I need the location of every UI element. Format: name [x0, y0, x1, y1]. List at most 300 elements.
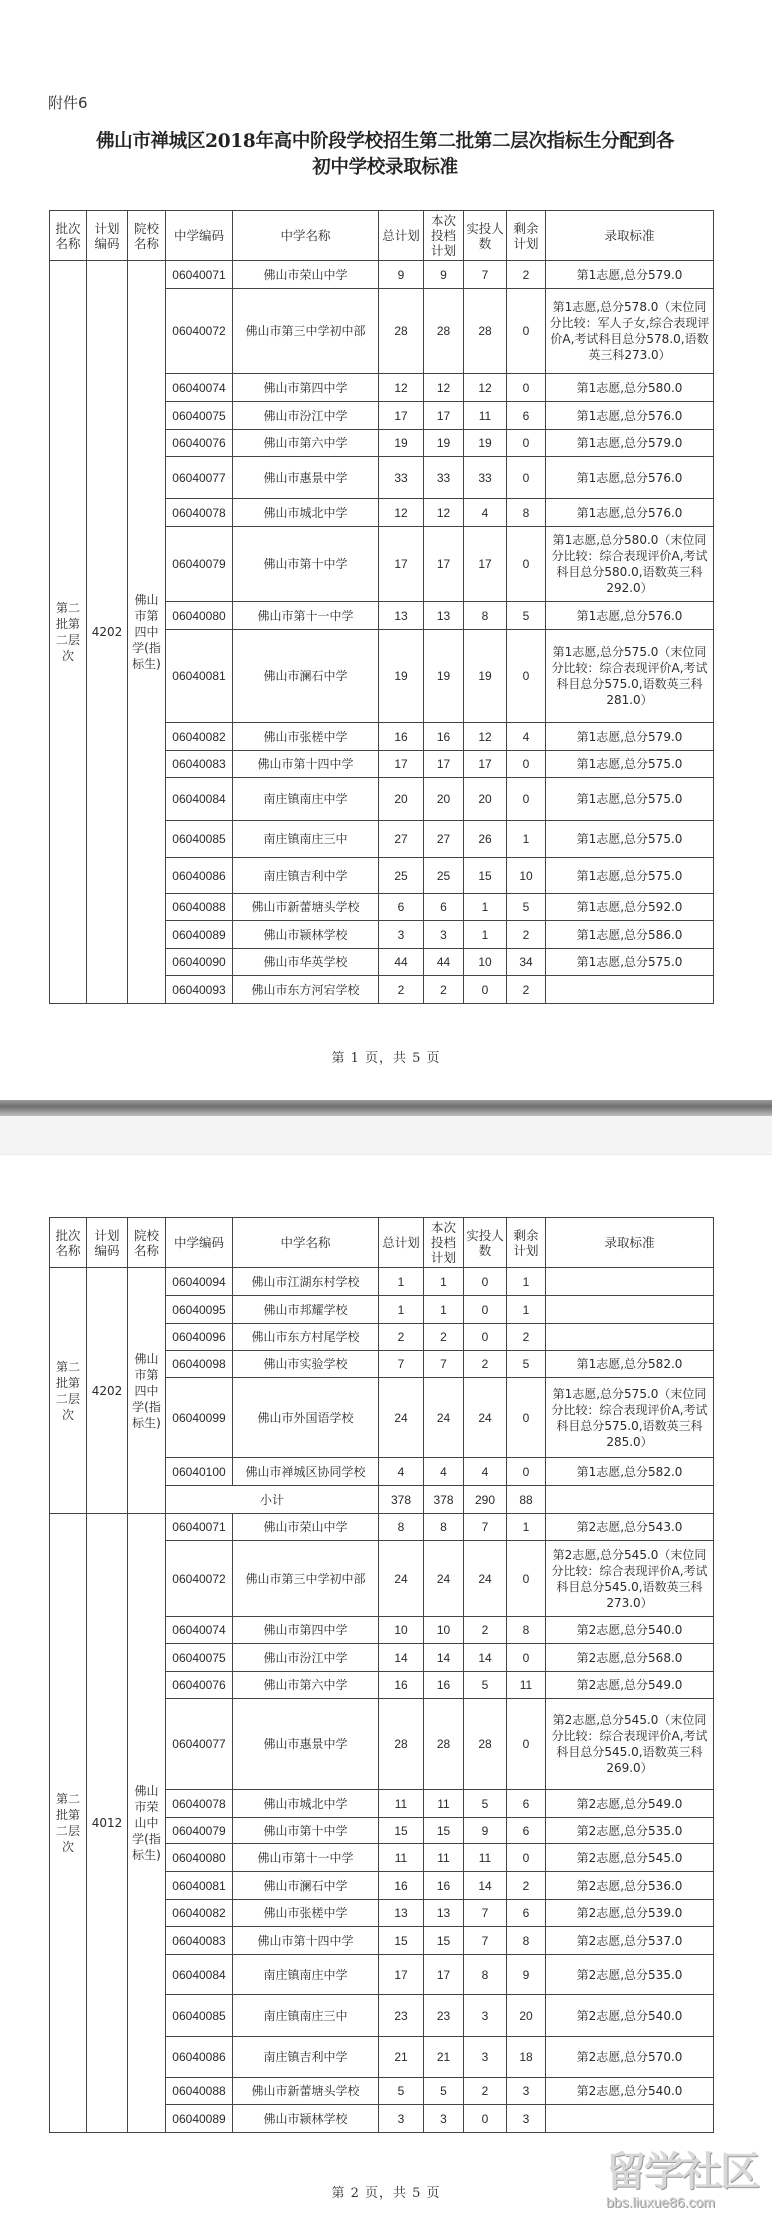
current-plan: 10 — [424, 1617, 464, 1644]
actual-count: 3 — [464, 2037, 507, 2078]
header-batch-name: 批次名称 — [50, 1218, 87, 1268]
actual-count: 2 — [464, 2078, 507, 2105]
admission-standard: 第2志愿,总分570.0 — [546, 2037, 714, 2078]
middle-school-code: 06040090 — [166, 949, 233, 976]
middle-school-name: 佛山市惠景中学 — [233, 1699, 379, 1790]
remaining-plan: 6 — [507, 1818, 546, 1844]
middle-school-code: 06040071 — [166, 1514, 233, 1541]
middle-school-name: 佛山市城北中学 — [233, 499, 379, 527]
total-plan: 2 — [379, 1324, 424, 1351]
total-plan: 11 — [379, 1844, 424, 1872]
middle-school-code: 06040083 — [166, 1927, 233, 1955]
header-middle-school-code: 中学编码 — [166, 1218, 233, 1268]
remaining-plan: 0 — [507, 1541, 546, 1617]
actual-count: 24 — [464, 1378, 507, 1458]
current-plan: 33 — [424, 457, 464, 499]
remaining-plan: 3 — [507, 2105, 546, 2133]
remaining-plan: 2 — [507, 1872, 546, 1900]
admission-table-page-2 — [49, 1217, 714, 2133]
school-name-cell: 佛山市荣山中学(指标生) — [128, 1514, 166, 2133]
actual-count: 17 — [464, 751, 507, 778]
page-footer-1: 第 1 页，共 5 页 — [331, 1051, 441, 1066]
admission-standard: 第2志愿,总分539.0 — [546, 1900, 714, 1927]
current-plan: 17 — [424, 402, 464, 430]
current-plan: 15 — [424, 1818, 464, 1844]
middle-school-name: 南庄镇南庄三中 — [233, 1995, 379, 2037]
middle-school-name: 佛山市第三中学初中部 — [233, 289, 379, 374]
middle-school-code: 06040083 — [166, 751, 233, 778]
current-plan: 1 — [424, 1296, 464, 1324]
current-plan: 24 — [424, 1541, 464, 1617]
total-plan: 7 — [379, 1351, 424, 1378]
current-plan: 7 — [424, 1351, 464, 1378]
admission-standard: 第2志愿,总分545.0 — [546, 1844, 714, 1872]
admission-standard: 第1志愿,总分575.0 — [546, 858, 714, 894]
admission-standard: 第2志愿,总分545.0（末位同分比较：综合表现评价A,考试科目总分545.0,语数英三科273.0） — [546, 1541, 714, 1617]
admission-standard: 第2志愿,总分545.0（末位同分比较：综合表现评价A,考试科目总分545.0,语数英三科269.0） — [546, 1699, 714, 1790]
remaining-plan: 5 — [507, 602, 546, 630]
remaining-plan: 1 — [507, 1268, 546, 1296]
admission-standard — [546, 1296, 714, 1324]
subtotal-total-plan: 378 — [379, 1486, 424, 1514]
middle-school-code: 06040098 — [166, 1351, 233, 1378]
middle-school-name: 佛山市张槎中学 — [233, 1900, 379, 1927]
total-plan: 25 — [379, 858, 424, 894]
actual-count: 7 — [464, 1900, 507, 1927]
middle-school-code: 06040085 — [166, 1995, 233, 2037]
current-plan: 21 — [424, 2037, 464, 2078]
current-plan: 12 — [424, 499, 464, 527]
actual-count: 9 — [464, 1818, 507, 1844]
total-plan: 33 — [379, 457, 424, 499]
header-admission-standard: 录取标准 — [546, 1218, 714, 1268]
middle-school-name: 佛山市禅城区协同学校 — [233, 1458, 379, 1486]
page-separator — [0, 1100, 772, 1116]
table-row — [50, 1268, 714, 1296]
header-batch-name: 批次名称 — [50, 211, 87, 261]
middle-school-code: 06040079 — [166, 527, 233, 602]
admission-standard — [546, 1268, 714, 1296]
remaining-plan: 8 — [507, 1927, 546, 1955]
total-plan: 24 — [379, 1541, 424, 1617]
middle-school-code: 06040084 — [166, 778, 233, 821]
admission-standard: 第2志愿,总分535.0 — [546, 1955, 714, 1995]
admission-standard: 第2志愿,总分535.0 — [546, 1818, 714, 1844]
admission-standard: 第1志愿,总分576.0 — [546, 402, 714, 430]
middle-school-name: 佛山市东方河宕学校 — [233, 976, 379, 1004]
remaining-plan: 0 — [507, 1458, 546, 1486]
remaining-plan: 10 — [507, 858, 546, 894]
total-plan: 14 — [379, 1644, 424, 1672]
actual-count: 19 — [464, 430, 507, 457]
remaining-plan: 6 — [507, 1790, 546, 1818]
plan-code-cell: 4012 — [87, 1514, 128, 2133]
header-actual-count: 实投人数 — [464, 1218, 507, 1268]
admission-standard: 第1志愿,总分575.0 — [546, 949, 714, 976]
middle-school-name: 南庄镇南庄中学 — [233, 778, 379, 821]
actual-count: 19 — [464, 630, 507, 723]
current-plan: 9 — [424, 261, 464, 289]
middle-school-code: 06040075 — [166, 402, 233, 430]
current-plan: 6 — [424, 894, 464, 921]
admission-standard: 第2志愿,总分537.0 — [546, 1927, 714, 1955]
document-title-line-1: 佛山市禅城区2018年高中阶段学校招生第二批第二层次指标生分配到各 — [95, 131, 675, 152]
total-plan: 15 — [379, 1927, 424, 1955]
remaining-plan: 0 — [507, 289, 546, 374]
page-gap — [0, 1116, 772, 1155]
remaining-plan: 5 — [507, 1351, 546, 1378]
actual-count: 8 — [464, 1955, 507, 1995]
middle-school-code: 06040088 — [166, 894, 233, 921]
actual-count: 11 — [464, 1844, 507, 1872]
current-plan: 28 — [424, 289, 464, 374]
middle-school-name: 佛山市颍林学校 — [233, 2105, 379, 2133]
remaining-plan: 0 — [507, 374, 546, 402]
current-plan: 11 — [424, 1790, 464, 1818]
current-plan: 4 — [424, 1458, 464, 1486]
header-school-name: 院校名称 — [128, 211, 166, 261]
current-plan: 2 — [424, 1324, 464, 1351]
batch-name-cell: 第二批第二层次 — [50, 1514, 87, 2133]
admission-standard: 第1志愿,总分580.0 — [546, 374, 714, 402]
middle-school-code: 06040071 — [166, 261, 233, 289]
admission-standard: 第1志愿,总分576.0 — [546, 602, 714, 630]
remaining-plan: 0 — [507, 778, 546, 821]
subtotal-label: 小计 — [166, 1486, 379, 1514]
remaining-plan: 0 — [507, 430, 546, 457]
total-plan: 2 — [379, 976, 424, 1004]
admission-standard: 第2志愿,总分543.0 — [546, 1514, 714, 1541]
remaining-plan: 2 — [507, 1324, 546, 1351]
middle-school-code: 06040078 — [166, 499, 233, 527]
middle-school-code: 06040081 — [166, 1872, 233, 1900]
remaining-plan: 3 — [507, 2078, 546, 2105]
current-plan: 44 — [424, 949, 464, 976]
current-plan: 25 — [424, 858, 464, 894]
total-plan: 8 — [379, 1514, 424, 1541]
remaining-plan: 0 — [507, 1844, 546, 1872]
admission-standard: 第1志愿,总分579.0 — [546, 723, 714, 751]
total-plan: 20 — [379, 778, 424, 821]
actual-count: 12 — [464, 723, 507, 751]
total-plan: 16 — [379, 1872, 424, 1900]
remaining-plan: 5 — [507, 894, 546, 921]
admission-standard: 第2志愿,总分568.0 — [546, 1644, 714, 1672]
middle-school-code: 06040072 — [166, 1541, 233, 1617]
current-plan: 20 — [424, 778, 464, 821]
remaining-plan: 18 — [507, 2037, 546, 2078]
middle-school-code: 06040094 — [166, 1268, 233, 1296]
remaining-plan: 4 — [507, 723, 546, 751]
admission-standard: 第1志愿,总分575.0（末位同分比较：综合表现评价A,考试科目总分575.0,语数英三科285.0） — [546, 1378, 714, 1458]
middle-school-code: 06040085 — [166, 821, 233, 858]
remaining-plan: 6 — [507, 402, 546, 430]
remaining-plan: 2 — [507, 261, 546, 289]
remaining-plan: 0 — [507, 457, 546, 499]
total-plan: 44 — [379, 949, 424, 976]
current-plan: 23 — [424, 1995, 464, 2037]
current-plan: 2 — [424, 976, 464, 1004]
middle-school-name: 佛山市汾江中学 — [233, 1644, 379, 1672]
current-plan: 15 — [424, 1927, 464, 1955]
remaining-plan: 2 — [507, 976, 546, 1004]
total-plan: 1 — [379, 1296, 424, 1324]
header-remaining-plan: 剩余计划 — [507, 1218, 546, 1268]
total-plan: 12 — [379, 499, 424, 527]
actual-count: 3 — [464, 1995, 507, 2037]
current-plan: 5 — [424, 2078, 464, 2105]
current-plan: 3 — [424, 921, 464, 949]
middle-school-name: 佛山市第十四中学 — [233, 751, 379, 778]
admission-standard: 第1志愿,总分578.0（末位同分比较：军人子女,综合表现评价A,考试科目总分578.0,语数英三科273.0） — [546, 289, 714, 374]
current-plan: 19 — [424, 630, 464, 723]
header-school-name: 院校名称 — [128, 1218, 166, 1268]
plan-code-cell: 4202 — [87, 261, 128, 1004]
admission-standard: 第1志愿,总分576.0 — [546, 499, 714, 527]
admission-standard: 第2志愿,总分536.0 — [546, 1872, 714, 1900]
admission-standard: 第1志愿,总分582.0 — [546, 1458, 714, 1486]
current-plan: 17 — [424, 1955, 464, 1995]
page-footer-2: 第 2 页，共 5 页 — [331, 2186, 441, 2201]
current-plan: 16 — [424, 1672, 464, 1699]
admission-standard: 第1志愿,总分582.0 — [546, 1351, 714, 1378]
middle-school-name: 佛山市澜石中学 — [233, 1872, 379, 1900]
current-plan: 16 — [424, 1872, 464, 1900]
middle-school-code: 06040089 — [166, 2105, 233, 2133]
header-admission-standard: 录取标准 — [546, 211, 714, 261]
current-plan: 24 — [424, 1378, 464, 1458]
middle-school-name: 佛山市第六中学 — [233, 1672, 379, 1699]
middle-school-name: 佛山市惠景中学 — [233, 457, 379, 499]
attachment-label: 附件6 — [48, 94, 88, 112]
middle-school-name: 佛山市荣山中学 — [233, 1514, 379, 1541]
middle-school-name: 佛山市第十中学 — [233, 527, 379, 602]
middle-school-name: 佛山市第三中学初中部 — [233, 1541, 379, 1617]
actual-count: 1 — [464, 894, 507, 921]
actual-count: 10 — [464, 949, 507, 976]
remaining-plan: 20 — [507, 1995, 546, 2037]
total-plan: 16 — [379, 1672, 424, 1699]
watermark-logo-text: 留学社区 — [606, 2149, 758, 2195]
actual-count: 0 — [464, 1268, 507, 1296]
actual-count: 33 — [464, 457, 507, 499]
actual-count: 17 — [464, 527, 507, 602]
admission-standard: 第1志愿,总分579.0 — [546, 430, 714, 457]
current-plan: 13 — [424, 1900, 464, 1927]
actual-count: 7 — [464, 1927, 507, 1955]
header-middle-school-name: 中学名称 — [233, 211, 379, 261]
admission-standard: 第2志愿,总分549.0 — [546, 1672, 714, 1699]
header-middle-school-name: 中学名称 — [233, 1218, 379, 1268]
middle-school-code: 06040074 — [166, 1617, 233, 1644]
current-plan: 3 — [424, 2105, 464, 2133]
remaining-plan: 8 — [507, 499, 546, 527]
middle-school-name: 南庄镇吉利中学 — [233, 2037, 379, 2078]
current-plan: 11 — [424, 1844, 464, 1872]
actual-count: 5 — [464, 1672, 507, 1699]
middle-school-name: 佛山市第六中学 — [233, 430, 379, 457]
admission-standard: 第1志愿,总分576.0 — [546, 457, 714, 499]
header-total-plan: 总计划 — [379, 211, 424, 261]
middle-school-name: 佛山市第十中学 — [233, 1818, 379, 1844]
current-plan: 19 — [424, 430, 464, 457]
table-row — [50, 1514, 714, 1541]
actual-count: 15 — [464, 858, 507, 894]
batch-name-cell: 第二批第二层次 — [50, 1268, 87, 1514]
total-plan: 28 — [379, 1699, 424, 1790]
middle-school-code: 06040088 — [166, 2078, 233, 2105]
header-row — [50, 1218, 714, 1268]
watermark-logo — [606, 2150, 772, 2226]
current-plan: 17 — [424, 527, 464, 602]
middle-school-code: 06040084 — [166, 1955, 233, 1995]
total-plan: 9 — [379, 261, 424, 289]
current-plan: 13 — [424, 602, 464, 630]
total-plan: 17 — [379, 527, 424, 602]
actual-count: 0 — [464, 1324, 507, 1351]
middle-school-name: 佛山市新蕾塘头学校 — [233, 894, 379, 921]
middle-school-name: 佛山市东方村尾学校 — [233, 1324, 379, 1351]
admission-standard: 第1志愿,总分580.0（末位同分比较：综合表现评价A,考试科目总分580.0,语数英三科292.0） — [546, 527, 714, 602]
middle-school-code: 06040080 — [166, 1844, 233, 1872]
header-current-plan: 本次投档计划 — [424, 1218, 464, 1268]
total-plan: 6 — [379, 894, 424, 921]
admission-standard: 第2志愿,总分540.0 — [546, 1617, 714, 1644]
middle-school-name: 南庄镇吉利中学 — [233, 858, 379, 894]
middle-school-code: 06040074 — [166, 374, 233, 402]
total-plan: 28 — [379, 289, 424, 374]
total-plan: 27 — [379, 821, 424, 858]
total-plan: 23 — [379, 1995, 424, 2037]
middle-school-code: 06040076 — [166, 430, 233, 457]
total-plan: 15 — [379, 1818, 424, 1844]
total-plan: 12 — [379, 374, 424, 402]
total-plan: 4 — [379, 1458, 424, 1486]
actual-count: 4 — [464, 499, 507, 527]
middle-school-name: 佛山市新蕾塘头学校 — [233, 2078, 379, 2105]
middle-school-code: 06040079 — [166, 1818, 233, 1844]
header-current-plan: 本次投档计划 — [424, 211, 464, 261]
remaining-plan: 0 — [507, 751, 546, 778]
middle-school-name: 佛山市张槎中学 — [233, 723, 379, 751]
total-plan: 21 — [379, 2037, 424, 2078]
actual-count: 24 — [464, 1541, 507, 1617]
total-plan: 24 — [379, 1378, 424, 1458]
school-name-cell: 佛山市第四中学(指标生) — [128, 261, 166, 1004]
admission-standard: 第1志愿,总分592.0 — [546, 894, 714, 921]
remaining-plan: 8 — [507, 1617, 546, 1644]
admission-standard: 第2志愿,总分540.0 — [546, 1995, 714, 2037]
remaining-plan: 1 — [507, 821, 546, 858]
actual-count: 0 — [464, 1296, 507, 1324]
middle-school-code: 06040082 — [166, 1900, 233, 1927]
middle-school-name: 佛山市第四中学 — [233, 1617, 379, 1644]
middle-school-name: 佛山市邦耀学校 — [233, 1296, 379, 1324]
remaining-plan: 0 — [507, 1644, 546, 1672]
middle-school-code: 06040077 — [166, 457, 233, 499]
total-plan: 5 — [379, 2078, 424, 2105]
current-plan: 1 — [424, 1268, 464, 1296]
subtotal-actual-count: 290 — [464, 1486, 507, 1514]
subtotal-current-plan: 378 — [424, 1486, 464, 1514]
remaining-plan: 0 — [507, 1699, 546, 1790]
header-remaining-plan: 剩余计划 — [507, 211, 546, 261]
admission-standard: 第1志愿,总分586.0 — [546, 921, 714, 949]
actual-count: 12 — [464, 374, 507, 402]
total-plan: 19 — [379, 430, 424, 457]
middle-school-code: 06040076 — [166, 1672, 233, 1699]
middle-school-name: 南庄镇南庄中学 — [233, 1955, 379, 1995]
actual-count: 1 — [464, 921, 507, 949]
current-plan: 16 — [424, 723, 464, 751]
header-plan-code: 计划编码 — [87, 1218, 128, 1268]
total-plan: 17 — [379, 1955, 424, 1995]
watermark-url: bbs.liuxue86.com — [606, 2194, 715, 2210]
actual-count: 0 — [464, 976, 507, 1004]
middle-school-code: 06040078 — [166, 1790, 233, 1818]
current-plan: 12 — [424, 374, 464, 402]
remaining-plan: 0 — [507, 527, 546, 602]
middle-school-code: 06040095 — [166, 1296, 233, 1324]
actual-count: 14 — [464, 1872, 507, 1900]
admission-standard: 第1志愿,总分575.0 — [546, 778, 714, 821]
middle-school-code: 06040089 — [166, 921, 233, 949]
total-plan: 3 — [379, 2105, 424, 2133]
total-plan: 1 — [379, 1268, 424, 1296]
middle-school-name: 佛山市汾江中学 — [233, 402, 379, 430]
admission-standard: 第2志愿,总分540.0 — [546, 2078, 714, 2105]
middle-school-name: 佛山市第四中学 — [233, 374, 379, 402]
middle-school-code: 06040072 — [166, 289, 233, 374]
admission-standard — [546, 976, 714, 1004]
actual-count: 7 — [464, 1514, 507, 1541]
middle-school-code: 06040093 — [166, 976, 233, 1004]
actual-count: 2 — [464, 1617, 507, 1644]
remaining-plan: 0 — [507, 1378, 546, 1458]
header-middle-school-code: 中学编码 — [166, 211, 233, 261]
remaining-plan: 2 — [507, 921, 546, 949]
school-name-cell: 佛山市第四中学(指标生) — [128, 1268, 166, 1514]
header-total-plan: 总计划 — [379, 1218, 424, 1268]
admission-standard — [546, 1324, 714, 1351]
actual-count: 11 — [464, 402, 507, 430]
total-plan: 10 — [379, 1617, 424, 1644]
batch-name-cell: 第二批第二层次 — [50, 261, 87, 1004]
admission-standard: 第1志愿,总分575.0 — [546, 821, 714, 858]
table-row — [50, 261, 714, 289]
actual-count: 2 — [464, 1351, 507, 1378]
total-plan: 17 — [379, 402, 424, 430]
document-title-line-2: 初中学校录取标准 — [312, 157, 458, 178]
subtotal-remaining-plan: 88 — [507, 1486, 546, 1514]
remaining-plan: 34 — [507, 949, 546, 976]
subtotal-standard — [546, 1486, 714, 1514]
middle-school-code: 06040081 — [166, 630, 233, 723]
admission-standard: 第1志愿,总分579.0 — [546, 261, 714, 289]
middle-school-name: 佛山市华英学校 — [233, 949, 379, 976]
total-plan: 17 — [379, 751, 424, 778]
current-plan: 17 — [424, 751, 464, 778]
header-plan-code: 计划编码 — [87, 211, 128, 261]
middle-school-code: 06040100 — [166, 1458, 233, 1486]
admission-standard — [546, 2105, 714, 2133]
total-plan: 3 — [379, 921, 424, 949]
middle-school-name: 佛山市实验学校 — [233, 1351, 379, 1378]
middle-school-name: 佛山市第十四中学 — [233, 1927, 379, 1955]
actual-count: 14 — [464, 1644, 507, 1672]
current-plan: 8 — [424, 1514, 464, 1541]
middle-school-code: 06040075 — [166, 1644, 233, 1672]
